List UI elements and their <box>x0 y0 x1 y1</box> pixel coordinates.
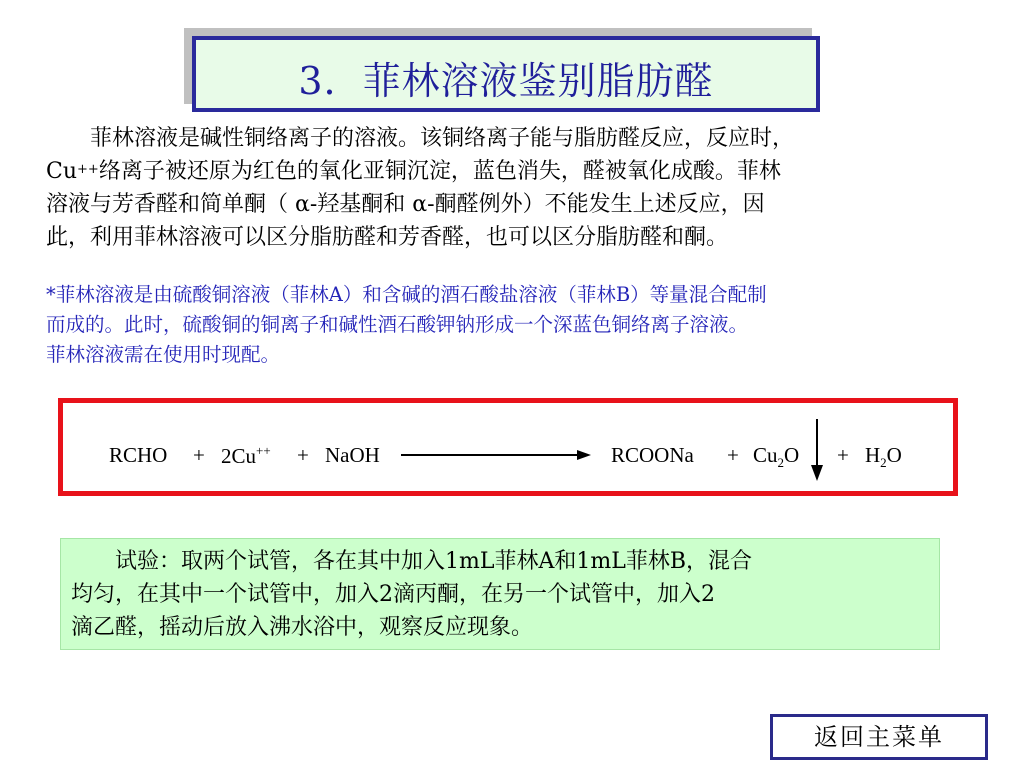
paragraph-line: 溶液与芳香醛和简单酮（ α-羟基酮和 α-酮醛例外）不能发生上述反应，因 <box>46 192 765 217</box>
cu-symbol: Cu <box>46 159 78 184</box>
return-main-menu-button[interactable]: 返回主菜单 <box>770 714 988 760</box>
equation-box <box>58 398 958 496</box>
paragraph-line <box>46 155 1006 188</box>
plus-sign: + <box>297 443 309 467</box>
product-cu2o: $Cu_2O$ <box>753 443 800 471</box>
experiment-line: 滴乙醛，摇动后放入沸水浴中，观察反应现象。 <box>71 615 534 640</box>
reactant-rcho: RCHO <box>109 443 168 467</box>
product-rcoona: RCOONa <box>611 443 694 467</box>
note-line: 菲林溶液需在使用时现配。 <box>46 343 281 366</box>
paragraph-line-text: 络离子被还原为红色的氧化亚铜沉淀，蓝色消失，醛被氧化成酸。菲林 <box>98 159 781 184</box>
page-title: 3．菲林溶液鉴别脂肪醛 <box>298 59 714 103</box>
note-line: 而成的。此时，硫酸铜的铜离子和碱性酒石酸钾钠形成一个深蓝色铜络离子溶液。 <box>46 313 749 336</box>
precipitate-arrow-icon <box>809 419 825 483</box>
paragraph-line: 此，利用菲林溶液可以区分脂肪醛和芳香醛，也可以区分脂肪醛和酮。 <box>46 225 729 250</box>
reaction-arrow-icon <box>401 447 591 463</box>
note-paragraph <box>46 280 1006 370</box>
plus-sign: + <box>193 443 205 467</box>
experiment-line: 均匀，在其中一个试管中，加入2滴丙酮，在另一个试管中，加入2 <box>71 582 715 607</box>
plus-sign: + <box>727 443 739 467</box>
experiment-box <box>60 538 940 650</box>
reactant-copper-ion: 2Cu++ <box>221 443 271 468</box>
paragraph-line: 菲林溶液是碱性铜络离子的溶液。该铜络离子能与脂肪醛反应，反应时， <box>46 126 795 151</box>
reactant-naoh: NaOH <box>325 443 380 467</box>
experiment-text <box>71 545 935 644</box>
cu-charge: ++ <box>77 162 99 177</box>
plus-sign: + <box>837 443 849 467</box>
note-line: *菲林溶液是由硫酸铜溶液（菲林A）和含碱的酒石酸盐溶液（菲林B）等量混合配制 <box>46 283 767 306</box>
product-water: $H_2O$ <box>865 443 902 471</box>
main-paragraph <box>46 122 1006 254</box>
title-box <box>192 36 820 112</box>
experiment-line: 试验：取两个试管，各在其中加入1mL菲林A和1mL菲林B，混合 <box>71 549 752 574</box>
